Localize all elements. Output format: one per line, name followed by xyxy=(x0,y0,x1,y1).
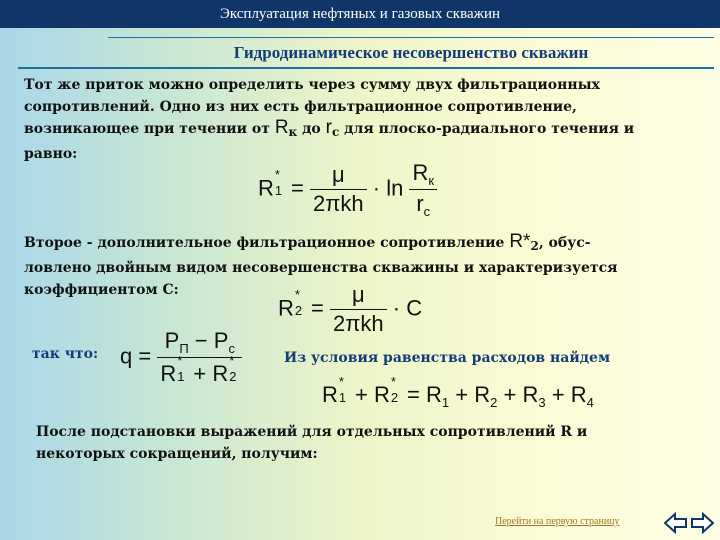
p1-line3-c: для плоско-радиального течения и xyxy=(339,121,635,137)
r2-subscript: 2 xyxy=(530,239,539,253)
nav-forward-button[interactable] xyxy=(690,512,714,538)
f1-ratio xyxy=(409,160,437,219)
f1-lhs: R xyxy=(258,175,274,201)
f1-lhs-scripts xyxy=(274,167,285,199)
f2-lhs: R xyxy=(278,295,294,321)
rk-symbol: R xyxy=(274,117,289,138)
f4-a: R xyxy=(322,382,338,407)
f4-d: R xyxy=(474,382,491,407)
p1-line3 xyxy=(24,118,696,143)
f1-lhs-sub: 1 xyxy=(274,183,283,199)
f4-a-sup: * xyxy=(338,374,344,389)
f1-rk-sub: к xyxy=(428,173,435,188)
f4-d-sub: 2 xyxy=(490,395,498,410)
f4-b: R xyxy=(374,382,390,407)
f4-b-sup: * xyxy=(390,374,396,389)
f4-plus2: + xyxy=(455,382,469,407)
p1-line3-b: до xyxy=(297,121,326,137)
f1-eq: = xyxy=(291,175,304,201)
f3-r2-sub: 2 xyxy=(229,369,237,384)
f4-eq: = xyxy=(407,382,420,407)
f3-minus: − xyxy=(194,328,208,353)
paragraph-3 xyxy=(36,421,676,465)
f4-plus3: + xyxy=(503,382,517,407)
f3-r2: R xyxy=(212,361,229,386)
f2-dot-c: · C xyxy=(392,295,423,321)
f2-lhs-sub: 2 xyxy=(294,303,303,319)
f2-lhs-sup: * xyxy=(294,287,300,303)
label-condition: Из условия равенства расходов найдем xyxy=(284,350,611,366)
f2-eq: = xyxy=(311,295,324,321)
p2-line1-b: , обус- xyxy=(538,235,591,251)
p1-line4: равно: xyxy=(24,146,78,162)
rc-subscript: с xyxy=(331,125,340,139)
p2-line2: ловлено двойным видом несовершенства скважины и характеризуется xyxy=(24,260,618,276)
f1-fraction xyxy=(310,162,367,217)
f4-plus1: + xyxy=(355,382,368,407)
f3-q: q xyxy=(120,343,133,369)
f3-plus: + xyxy=(193,361,207,386)
formula-q xyxy=(120,328,242,387)
f4-a-sub: 1 xyxy=(338,390,347,405)
f4-f: R xyxy=(570,382,587,407)
f1-rc: r xyxy=(416,191,424,216)
p3-line1: После подстановки выражений для отдельных сопротивлений R и xyxy=(36,424,588,440)
f4-f-sub: 4 xyxy=(586,395,594,410)
f1-rc-sub: с xyxy=(423,204,431,219)
f3-pc: P xyxy=(213,328,229,353)
f1-ratio-den xyxy=(409,189,437,219)
right-arrow-icon xyxy=(690,512,714,534)
p2-line3: коэффициентом С: xyxy=(24,282,179,298)
f2-lhs-scripts xyxy=(294,287,305,319)
r2-symbol: R* xyxy=(509,231,531,252)
f3-r1-scripts xyxy=(176,353,187,384)
p2-line1-a: Второе - дополнительное фильтрационное сопротивление xyxy=(24,235,510,251)
paragraph-1 xyxy=(24,74,696,165)
f2-fraction xyxy=(330,282,387,337)
f4-a-scripts xyxy=(338,374,349,405)
nav-back-button[interactable] xyxy=(664,512,688,538)
f1-mu: μ xyxy=(331,162,345,187)
f3-fraction xyxy=(157,328,242,387)
p2-line1 xyxy=(24,232,696,257)
f4-e: R xyxy=(522,382,539,407)
f3-r1-sub: 1 xyxy=(177,369,185,384)
p1-line1: Тот же приток можно определить через сумму двух фильтрационных xyxy=(24,77,600,93)
left-arrow-icon xyxy=(664,512,688,534)
p3-line2: некоторых сокращений, получим: xyxy=(36,446,318,462)
first-page-link[interactable]: Перейти на первую страницу xyxy=(495,516,620,527)
f3-pp-sub: П xyxy=(179,341,189,356)
divider-title xyxy=(18,67,714,69)
f3-r2-sup: * xyxy=(229,353,235,368)
banner: Эксплуатация нефтяных и газовых скважин xyxy=(0,0,720,28)
f2-mu: μ xyxy=(351,282,365,307)
f4-plus4: + xyxy=(551,382,565,407)
p1-line2: сопротивлений. Одно из них есть фильтрационное сопротивление, xyxy=(24,99,577,115)
f1-rk: R xyxy=(412,160,429,185)
f4-c: R xyxy=(426,382,442,407)
formula-r1 xyxy=(258,160,437,219)
f2-den: 2πkh xyxy=(330,309,387,337)
f3-pc-sub: с xyxy=(228,341,235,356)
rk-subscript: к xyxy=(288,125,298,139)
f3-r2-scripts xyxy=(228,353,239,384)
formula-sum xyxy=(322,374,594,410)
f1-den: 2πkh xyxy=(310,189,367,217)
f3-pp: P xyxy=(164,328,180,353)
f4-e-sub: 3 xyxy=(538,395,546,410)
p1-line3-a: возникающее при течении от xyxy=(24,121,275,137)
rc-symbol: r xyxy=(325,117,332,138)
f1-ratio-num xyxy=(409,160,437,189)
f1-dot-ln: · ln xyxy=(372,175,404,201)
f3-eq: = xyxy=(138,343,152,369)
slide-title: Гидродинамическое несовершенство скважин xyxy=(233,43,589,62)
f3-r1: R xyxy=(160,361,177,386)
f3-r1-sup: * xyxy=(177,353,183,368)
f4-b-scripts xyxy=(390,374,401,405)
label-so: так что: xyxy=(32,346,99,362)
divider-top xyxy=(108,37,714,38)
f4-b-sub: 2 xyxy=(390,390,399,405)
f1-lhs-sup: * xyxy=(274,167,280,183)
f3-den xyxy=(157,353,242,387)
formula-r2 xyxy=(278,282,422,337)
f4-c-sub: 1 xyxy=(441,395,450,410)
